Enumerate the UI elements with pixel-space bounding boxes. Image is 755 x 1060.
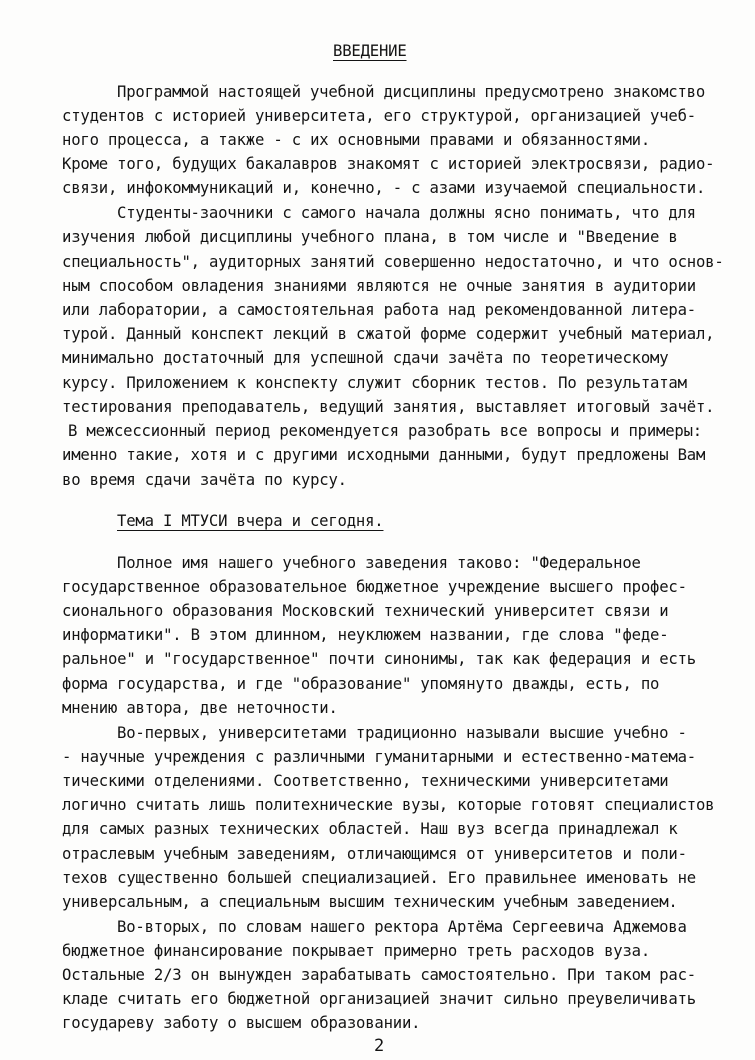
- text-line: государственное образовательное бюджетное учреждение высшего профес-: [62, 578, 687, 596]
- text-line: Во-вторых, по словам нашего ректора Артёма Сергеевича Аджемова: [117, 918, 687, 936]
- text-line: курсу. Приложением к конспекту служит сборник тестов. По результатам: [62, 374, 687, 392]
- text-line: универсальным, а специальным высшим техническим учебным заведением.: [62, 893, 678, 911]
- text-line: информатики". В этом длинном, неуклюжем названии, где слова "феде-: [62, 626, 669, 644]
- text-line: Полное имя нашего учебного заведения таково: "Федеральное: [117, 554, 641, 572]
- text-line: Студенты-заочники с самого начала должны ясно понимать, что для: [117, 204, 696, 222]
- text-line: логично считать лишь политехнические вузы, которые готовят специалистов: [62, 796, 715, 814]
- text-line: государеву заботу о высшем образовании.: [62, 1014, 421, 1032]
- text-line: минимально достаточный для успешной сдачи зачёта по теоретическому: [62, 349, 669, 367]
- text-line: во время сдачи зачёта по курсу.: [62, 471, 347, 489]
- text-line: бюджетное финансирование покрывает примерно треть расходов вуза.: [62, 942, 651, 960]
- text-line: или лаборатории, а самостоятельная работа над рекомендованной литера-: [62, 301, 696, 319]
- text-line: турой. Данный конспект лекций в сжатой форме содержит учебный материал,: [62, 325, 715, 343]
- text-line: именно такие, хотя и с другими исходными данными, будут предложены Вам: [62, 446, 706, 464]
- text-line: специальность", аудиторных занятий совершенно недостаточно, и что основ-: [62, 253, 724, 271]
- text-line: ральное" и "государственное" почти синонимы, так как федерация и есть: [62, 650, 696, 668]
- text-line: сионального образования Московский технический университет связи и: [62, 602, 669, 620]
- text-line: ным способом овладения знаниями являются не очные занятия в аудитории: [62, 277, 696, 295]
- text-line: Во-первых, университетами традиционно называли высшие учебно -: [117, 724, 687, 742]
- section-heading: Тема I МТУСИ вчера и сегодня.: [117, 512, 384, 530]
- text-line: В межсессионный период рекомендуется разобрать все вопросы и примеры:: [68, 422, 702, 440]
- text-line: Программой настоящей учебной дисциплины предусмотрено знакомство: [117, 83, 706, 101]
- text-line: тическими отделениями. Соответственно, техническими университетами: [62, 772, 669, 790]
- text-line: Кроме того, будущих бакалавров знакомят с историей электросвязи, радио-: [62, 155, 715, 173]
- text-line: техов существенно большей специализацией. Его правильнее именовать не: [62, 869, 696, 887]
- text-line: форма государства, и где "образование" упомянуто дважды, есть, по: [62, 675, 660, 693]
- text-line: изучения любой дисциплины учебного плана, в том числе и "Введение в: [62, 228, 678, 246]
- text-line: студентов с историей университета, его структурой, организацией учеб-: [62, 107, 696, 125]
- text-line: мнению автора, две неточности.: [62, 699, 338, 717]
- text-line: ного процесса, а также - с их основными правами и обязанностями.: [62, 131, 651, 149]
- text-line: связи, инфокоммуникаций и, конечно, - с азами изучаемой специальности.: [62, 179, 706, 197]
- text-line: для самых разных технических областей. Наш вуз всегда принадлежал к: [62, 820, 678, 838]
- text-line: отраслевым учебным заведениям, отличающимся от университетов и поли-: [62, 845, 687, 863]
- text-line: тестирования преподаватель, ведущий занятия, выставляет итоговый зачёт.: [62, 398, 715, 416]
- text-line: - научные учреждения с различными гуманитарными и естественно-матема-: [62, 748, 696, 766]
- text-line: кладе считать его бюджетной организацией значит сильно преувеличивать: [62, 990, 696, 1008]
- page-number: 2: [374, 1036, 385, 1056]
- page-title: ВВЕДЕНИЕ: [333, 42, 407, 60]
- text-line: Остальные 2/3 он вынужден зарабатывать самостоятельно. При таком рас-: [62, 966, 696, 984]
